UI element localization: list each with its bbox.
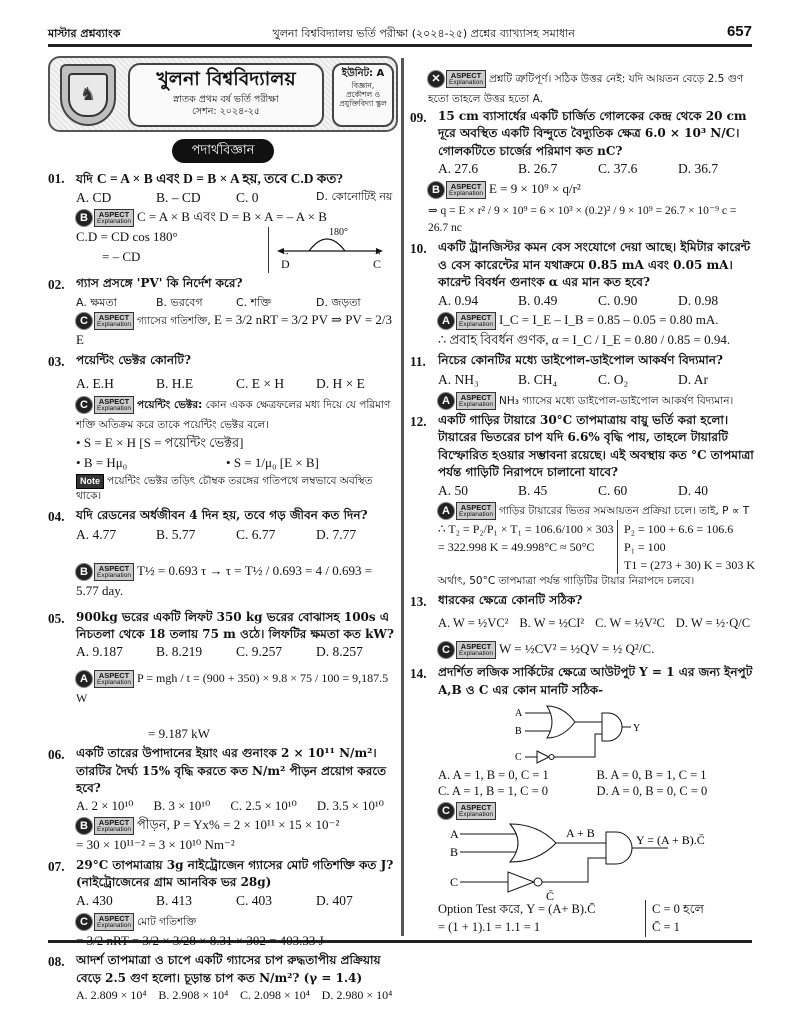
option: A. 4.77 — [76, 527, 117, 543]
answer-letter: C — [76, 914, 92, 930]
option: C. 0 — [236, 189, 259, 205]
vector-c-label: → C — [373, 255, 381, 273]
option: D. জড়তা — [316, 295, 361, 309]
option: B. 3 × 10¹⁰ — [153, 798, 211, 813]
options — [48, 526, 398, 545]
note — [48, 474, 398, 506]
option: A. W = ½VC² — [438, 616, 509, 631]
explanation-text: NH₃ গ্যাসের মধ্যে ডাইপোল-ডাইপোল আকর্ষণ বিদ্যমান। — [498, 394, 734, 407]
badge-subtitle: Explanation — [97, 572, 131, 580]
answer-badge — [76, 563, 134, 581]
option: B. 45 — [518, 482, 548, 498]
question-number: 07. — [48, 858, 65, 874]
badge-title: ASPECT — [98, 396, 130, 406]
exam-name: স্নাতক প্রথম বর্ষ ভর্তি পরীক্ষা — [173, 93, 279, 105]
option: B. 0.49 — [518, 292, 558, 308]
question-number: 01. — [48, 171, 65, 186]
question-text: 900kg ভরের একটি লিফট 350 kg ভরের বোঝাসহ 100s এ নিচতলা থেকে 18 তলায় 75 m ওঠে। লিফটির ক্ষমতা কত kW? — [76, 609, 394, 642]
note-text: পয়েন্টিং ভেক্টর তড়িৎ চৌম্বক তরঙ্গের গতিপথে লম্বভাবে অবস্থিত থাকে। — [76, 474, 373, 503]
condition-line: C = 0 হলে — [652, 901, 704, 916]
explanation — [410, 179, 755, 238]
answer-letter: B — [76, 818, 92, 834]
explanation — [410, 310, 755, 350]
page-number: 657 — [726, 22, 752, 40]
explanation-line: Option Test করে, Y = (A+ B).C̄ — [438, 901, 596, 916]
option: D. W = ½·Q/C — [675, 616, 751, 631]
explanation-line: P = mgh / t = (900 + 350) × 9.8 × 75 / 100 = 9,187.5 W — [76, 671, 389, 706]
question-text: একটি গাড়ির টায়ারে 30°C তাপমাত্রায় বায়ু ভর্তি করা হলো। টায়ারের ভিতরের চাপ যদি 6.6% বৃদ্ধি পায়, তাহলে টায়ারটি বিস্ফোরিত হওয়ার সম্ভাবনা রয়েছে। এই অবস্থায় কত °C তাপমাত্রা পর্যন্ত গাড়িটি নিরাপদে চালানো যাবে? — [438, 412, 754, 480]
answer-badge — [438, 392, 496, 410]
question-10 — [410, 239, 755, 350]
option: B. 413 — [156, 892, 193, 908]
option: B. 5.77 — [156, 527, 196, 543]
options — [48, 798, 398, 816]
answer-letter: C — [76, 397, 92, 413]
option: A. 0.94 — [438, 292, 479, 308]
answer-badge — [76, 209, 134, 227]
input-a-label: A — [450, 826, 459, 841]
question-number: 10. — [410, 241, 427, 257]
input-a-label: A — [514, 708, 522, 720]
question-02 — [48, 275, 398, 349]
option: D. কোনোটিই নয় — [316, 189, 393, 203]
question-14 — [410, 664, 755, 937]
given-line: P₁ = 100 — [624, 540, 666, 555]
question-math: C = A × B এবং D = B × A হয়, তবে C.D কত? — [96, 171, 344, 186]
subject-heading: পদার্থবিজ্ঞান — [172, 139, 274, 163]
question-text: প্রদর্শিত লজিক সার্কিটের ক্ষেত্রে আউটপুট Y = 1 এর জন্য ইনপুট A,B ও C এর কোন মানটি সঠিক- — [438, 665, 753, 697]
option: C. E × H — [236, 375, 285, 391]
option: C. শক্তি — [236, 295, 272, 309]
option: C. A = 1, B = 1, C = 0 — [438, 784, 549, 799]
option: D. 40 — [678, 482, 708, 498]
option: B. ভরবেগ — [156, 295, 203, 309]
explanation-line: ∴ T₂ = P₂/P₁ × T₁ = 106.6/100 × 303 — [438, 522, 614, 537]
badge-title: ASPECT — [450, 71, 482, 81]
input-c-label: C — [514, 752, 522, 764]
question-08 — [48, 952, 398, 1004]
explanation-line: I_C = I_E – I_B = 0.85 – 0.05 = 0.80 mA. — [498, 312, 719, 328]
question-number: 08. — [48, 954, 65, 970]
explanation — [410, 636, 755, 662]
answer-letter: A — [438, 313, 454, 329]
option: A. 27.6 — [438, 160, 479, 176]
question-text: একটি তারের উপাদানের ইয়াং এর গুনাংক 2 × 10¹¹ N/m²। তারটির দৈর্ঘ্য 15% বৃদ্ধি করতে কত N/m² পীড়ন প্রয়োগ করতে হবে? — [76, 746, 387, 796]
options — [48, 643, 398, 662]
answer-letter: C — [76, 313, 92, 329]
badge-subtitle: Explanation — [97, 404, 131, 412]
badge-subtitle: Explanation — [459, 810, 493, 818]
bullet-item: • S = E × H [S = পয়েন্টিং ভেক্টর] — [76, 435, 244, 451]
badge-subtitle: Explanation — [449, 189, 483, 197]
explanation — [48, 662, 398, 743]
university-banner — [48, 56, 398, 132]
given-line: T1 = (273 + 30) K = 303 K — [624, 558, 755, 573]
bullet-list — [48, 433, 398, 473]
bullet-item: • B = Hμ₀ • S = 1/μ₀ [E × B] — [76, 455, 319, 471]
question-08-explanation — [410, 68, 755, 108]
left-column — [48, 52, 398, 1006]
badge-subtitle: Explanation — [97, 321, 131, 329]
explanation-line: C.D = CD cos 180° — [76, 229, 178, 245]
badge-title: ASPECT — [460, 503, 492, 513]
options — [48, 375, 398, 394]
session: সেশন: ২০২৪-২৫ — [191, 106, 261, 118]
badge-title: ASPECT — [460, 392, 492, 402]
answer-letter: C — [438, 803, 454, 819]
and-gate-icon — [602, 713, 622, 741]
option: D. 2.980 × 10⁴ — [321, 987, 393, 1002]
options — [48, 987, 398, 1004]
option: A. E.H — [76, 375, 114, 391]
question-number: 14. — [410, 666, 427, 682]
explanation-line: পীড়ন, P = Yx% = 2 × 10¹¹ × 15 × 10⁻² — [136, 817, 340, 833]
option: C. 2.098 × 10⁴ — [240, 987, 310, 1002]
output-y-label: Y — [632, 723, 640, 735]
explanation-line: = 3/2 nRT = 3/2 × 3/28 × 8.31 × 302 = 403.33 J — [76, 932, 324, 948]
badge-title: ASPECT — [98, 818, 130, 828]
option: C. 2.5 × 10¹⁰ — [230, 798, 297, 813]
question-text: নিচের কোনটির মধ্যে ডাইপোল-ডাইপোল আকর্ষণ বিদ্যমান? — [438, 352, 723, 367]
definition-text: কোন একক ক্ষেত্রফলের মধ্য দিয়ে যে পরিমাণ শক্তি অতিক্রম করে তাকে পয়েন্টিং ভেক্টর বলে। — [76, 398, 391, 431]
explanation — [48, 545, 398, 607]
not-output-label: C̄ — [546, 888, 555, 900]
answer-badge — [438, 502, 496, 520]
badge-subtitle: Explanation — [97, 679, 131, 687]
badge-subtitle: Explanation — [97, 218, 131, 226]
badge-subtitle: Explanation — [459, 511, 493, 519]
answer-letter: C — [438, 642, 454, 658]
explanation-line: মোট গতিশক্তি — [136, 915, 197, 928]
option: C. 37.6 — [598, 160, 638, 176]
badge-subtitle: Explanation — [449, 79, 483, 87]
options — [410, 611, 755, 636]
answer-badge — [438, 312, 496, 330]
option: A. NH₃ — [438, 372, 479, 388]
logic-circuit-solution — [438, 820, 738, 900]
option: A. 2.809 × 10⁴ — [76, 987, 147, 1002]
answer-letter: A — [438, 503, 454, 519]
option: D. 36.7 — [678, 160, 719, 176]
given-line: P₂ = 100 + 6.6 = 106.6 — [624, 522, 734, 537]
explanation-text: প্রশ্নটি ত্রুটিপূর্ণ। সঠিক উত্তর নেই: যদি আয়তন বেড়ে 2.5 গুণ হতো তাহলে উত্তর হতো A. — [428, 73, 744, 106]
option: D. A = 0, B = 0, C = 0 — [596, 784, 708, 799]
explanation — [410, 500, 755, 590]
option: B. 2.908 × 10⁴ — [158, 987, 229, 1002]
explanation-math: E = 3/2 nRT = 3/2 PV ⇒ PV = 2/3 E — [76, 312, 393, 348]
explanation — [48, 815, 398, 855]
explanation-line: = – CD — [102, 248, 141, 264]
bullet-text: B = Hμ₀ — [83, 455, 128, 471]
option: D. 407 — [316, 892, 353, 908]
question-09 — [410, 108, 755, 238]
badge-title: ASPECT — [98, 671, 130, 681]
deer-emblem-icon: ♞ — [68, 73, 108, 117]
note-tag: Note — [76, 474, 104, 490]
question-number: 09. — [410, 109, 427, 125]
badge-title: ASPECT — [98, 210, 130, 220]
answer-badge — [76, 913, 134, 931]
explanation-line: = 30 × 10¹¹⁻² = 3 × 10¹⁰ Nm⁻² — [76, 837, 235, 853]
or-gate-icon — [547, 706, 575, 738]
option: B. 8.219 — [156, 644, 203, 660]
answer-letter: ✕ — [428, 71, 444, 87]
banner-title-box — [128, 63, 324, 127]
badge-subtitle: Explanation — [459, 400, 493, 408]
output-expression: Y = (A + B).C̄ — [636, 832, 705, 847]
definition-term: পয়েন্টিং ভেক্টর: — [136, 398, 203, 411]
answer-badge — [76, 670, 134, 688]
university-name: খুলনা বিশ্ববিদ্যালয় — [156, 68, 296, 90]
options — [410, 160, 755, 179]
answer-badge — [76, 312, 134, 330]
answer-letter: B — [76, 564, 92, 580]
header-rule — [48, 44, 752, 47]
option: C. W = ½V²C — [595, 616, 665, 631]
university-logo — [60, 64, 116, 126]
explanation — [48, 394, 398, 434]
condition-line: C̄ = 1 — [652, 920, 680, 935]
badge-subtitle: Explanation — [459, 650, 493, 658]
option: C. 403 — [236, 892, 273, 908]
option: B. 26.7 — [518, 160, 558, 176]
answer-letter: B — [428, 182, 444, 198]
answer-badge — [438, 802, 496, 820]
not-gate-icon — [508, 872, 534, 892]
badge-title: ASPECT — [450, 181, 482, 191]
explanation — [48, 207, 398, 273]
option: A. CD — [76, 189, 112, 205]
question-text: 15 cm ব্যাসার্ধের একটি চার্জিত গোলকের কেন্দ্র থেকে 20 cm দূরে অবস্থিত একটি বিন্দুতে বৈদ্যুতিক ক্ষেত্র 6.0 × 10³ N/C। গোলকটিতে চার্জের পরিমাণ কত nC? — [438, 108, 747, 158]
option: D. Ar — [678, 372, 708, 388]
unit-desc: প্রকৌশল ও — [346, 89, 380, 99]
explanation-math: T½ = 0.693 τ → τ = T½ / 0.693 = 4 / 0.693 = 5.77 day. — [76, 563, 373, 599]
input-b-label: B — [514, 726, 522, 738]
explanation — [410, 800, 755, 938]
explanation-line: = 322.998 K = 49.998°C ≈ 50°C — [438, 540, 595, 555]
option: B. H.E — [156, 375, 194, 391]
answer-letter: A — [76, 671, 92, 687]
badge-subtitle: Explanation — [459, 321, 493, 329]
badge-title: ASPECT — [460, 642, 492, 652]
question-text: 29°C তাপমাত্রায় 3g নাইট্রোজেন গ্যাসের মোট গতিশক্তি কত J? (নাইট্রোজেনের গ্রাম আনবিক ভর 28g) — [76, 857, 394, 890]
answer-letter: A — [438, 393, 454, 409]
explanation-line: C = A × B এবং D = B × A = – A × B — [136, 209, 327, 225]
question-text: পয়েন্টিং ভেক্টর কোনটি? — [76, 352, 191, 367]
question-13 — [410, 592, 755, 662]
question-text: আদর্শ তাপমাত্রা ও চাপে একটি গ্যাসের চাপ রুদ্ধতাপীয় প্রক্রিয়ায় বেড়ে 2.5 গুণ হলো। চূড়ান্ত চাপ কত N/m²? (γ = 1.4) — [76, 953, 381, 985]
and-gate-icon — [606, 832, 632, 864]
angle-label: 180° — [329, 227, 348, 239]
answer-badge — [428, 70, 486, 88]
explanation-intro: গাড়ির টায়ারের ভিতর সমআয়তন প্রক্রিয়া চলে। তাই, P ∝ T — [498, 505, 750, 518]
option: B. CH₄ — [518, 372, 558, 388]
question-number: 11. — [410, 353, 426, 369]
unit-desc: প্রযুক্তিবিদ্যা স্কুল — [339, 99, 387, 109]
badge-title: ASPECT — [98, 564, 130, 574]
options — [48, 189, 398, 208]
question-number: 04. — [48, 509, 65, 525]
or-gate-icon — [510, 824, 556, 862]
right-column — [410, 68, 755, 939]
question-number: 12. — [410, 413, 427, 429]
input-c-label: C — [450, 874, 459, 889]
question-07 — [48, 857, 398, 950]
question-number: 06. — [48, 747, 65, 763]
question-06 — [48, 745, 398, 855]
explanation-line: = 9.187 kW — [148, 725, 210, 741]
question-text: গ্যাস প্রসঙ্গে 'PV' কি নির্দেশ করে? — [76, 276, 243, 291]
badge-subtitle: Explanation — [97, 826, 131, 834]
option: D. 3.5 × 10¹⁰ — [316, 798, 384, 813]
answer-badge — [438, 641, 496, 659]
or-output-label: A + B — [566, 825, 595, 840]
question-number: 03. — [48, 353, 65, 369]
option: C. 9.257 — [236, 644, 283, 660]
explanation — [410, 390, 755, 410]
options — [48, 892, 398, 911]
book-title: মাস্টার প্রশ্নব্যাংক — [48, 27, 121, 41]
badge-title: ASPECT — [460, 313, 492, 323]
question-text: ধারকের ক্ষেত্রে কোনটি সঠিক? — [438, 593, 583, 608]
options — [410, 292, 755, 311]
explanation — [48, 310, 398, 350]
explanation-line: ⇒ q = E × r² / 9 × 10⁹ = 6 × 10³ × (0.2)² / 9 × 10⁹ = 26.7 × 10⁻⁹ c = 26.7 nc — [428, 204, 737, 235]
option: A. A = 1, B = 0, C = 1 — [438, 768, 549, 783]
explanation-outro: অর্থাৎ, 50°C তাপমাত্রা পর্যন্ত গাড়িটির টায়ার নিরাপদে চলবে। — [438, 575, 695, 588]
answer-letter: B — [76, 210, 92, 226]
badge-title: ASPECT — [98, 913, 130, 923]
explanation — [48, 911, 398, 951]
option: C. 60 — [598, 482, 628, 498]
options — [410, 767, 755, 800]
option: B. – CD — [156, 189, 201, 205]
bullet-text: S = 1/μ₀ [E × B] — [233, 455, 319, 471]
option-test — [438, 900, 755, 938]
badge-title: ASPECT — [460, 802, 492, 812]
unit-box — [332, 63, 394, 127]
option: A. 430 — [76, 892, 113, 908]
question-03 — [48, 352, 398, 506]
explanation-line: E = 9 × 10⁹ × q/r² — [488, 180, 581, 196]
options — [410, 482, 755, 501]
input-b-label: B — [450, 844, 459, 859]
option: D. 8.257 — [316, 644, 363, 660]
options — [48, 295, 398, 310]
question-text: যদি রেডনের অর্ধজীবন 4 দিন হয়, তবে গড় জীবন কত দিন? — [76, 508, 368, 523]
explanation-math: W = ½CV² = ½QV = ½ Q²/C. — [498, 641, 655, 657]
not-gate-icon — [537, 751, 549, 763]
option: B. W = ½CI² — [519, 616, 585, 631]
option: C. 0.90 — [598, 292, 638, 308]
calculation-split — [438, 520, 755, 574]
question-number: 02. — [48, 277, 65, 293]
unit-label: ইউনিট: A — [341, 68, 385, 79]
option: A. 50 — [438, 482, 468, 498]
explanation-line: ∴ প্রবাহ বিবর্ধন গুণক, α = I_C / I_E = 0.80 / 0.85 = 0.94. — [438, 332, 731, 348]
question-number: 13. — [410, 594, 427, 610]
answer-badge — [428, 181, 486, 199]
question-11 — [410, 352, 755, 410]
answer-badge — [76, 396, 134, 414]
question-text: যদি — [76, 172, 97, 186]
unit-desc: বিজ্ঞান, — [351, 80, 375, 90]
question-text: একটি ট্রানজিস্টর কমন বেস সংযোগে দেয়া আছে। ইমিটার কারেন্ট ও বেস কারেন্টের মান যথাক্রমে 0.85 mA এবং 0.05 mA। কারেন্ট বিবর্ধন গুনাংক α এর মান কত হবে? — [438, 240, 751, 290]
column-divider — [401, 58, 404, 936]
angle-diagram — [268, 227, 398, 273]
bullet-text: S = E × H [S = পয়েন্টিং ভেক্টর] — [83, 435, 244, 451]
option: D. 0.98 — [678, 292, 719, 308]
option: C. O₂ — [598, 372, 629, 388]
badge-subtitle: Explanation — [97, 921, 131, 929]
option: A. ক্ষমতা — [76, 295, 117, 309]
explanation-text: গ্যাসের গতিশক্তি, — [136, 315, 211, 327]
running-header — [48, 20, 752, 42]
option: A. 2 × 10¹⁰ — [76, 798, 134, 813]
question-12 — [410, 412, 755, 590]
logic-circuit-question — [503, 701, 663, 765]
question-05 — [48, 609, 398, 744]
question-01 — [48, 169, 398, 273]
explanation-line: = (1 + 1).1 = 1.1 = 1 — [438, 920, 541, 935]
question-04 — [48, 507, 398, 607]
options — [410, 371, 755, 390]
question-number: 05. — [48, 610, 65, 626]
option: C. 6.77 — [236, 527, 276, 543]
badge-title: ASPECT — [98, 313, 130, 323]
vector-d-label: → D — [281, 255, 290, 273]
option: B. A = 0, B = 1, C = 1 — [596, 768, 707, 783]
option: D. H × E — [316, 375, 365, 391]
option: A. 9.187 — [76, 644, 123, 660]
section-title: খুলনা বিশ্ববিদ্যালয় ভর্তি পরীক্ষা (২০২৪-২৫) প্রশ্নের ব্যাখ্যাসহ সমাধান — [272, 27, 575, 41]
option: D. 7.77 — [316, 527, 357, 543]
answer-badge — [76, 817, 134, 835]
